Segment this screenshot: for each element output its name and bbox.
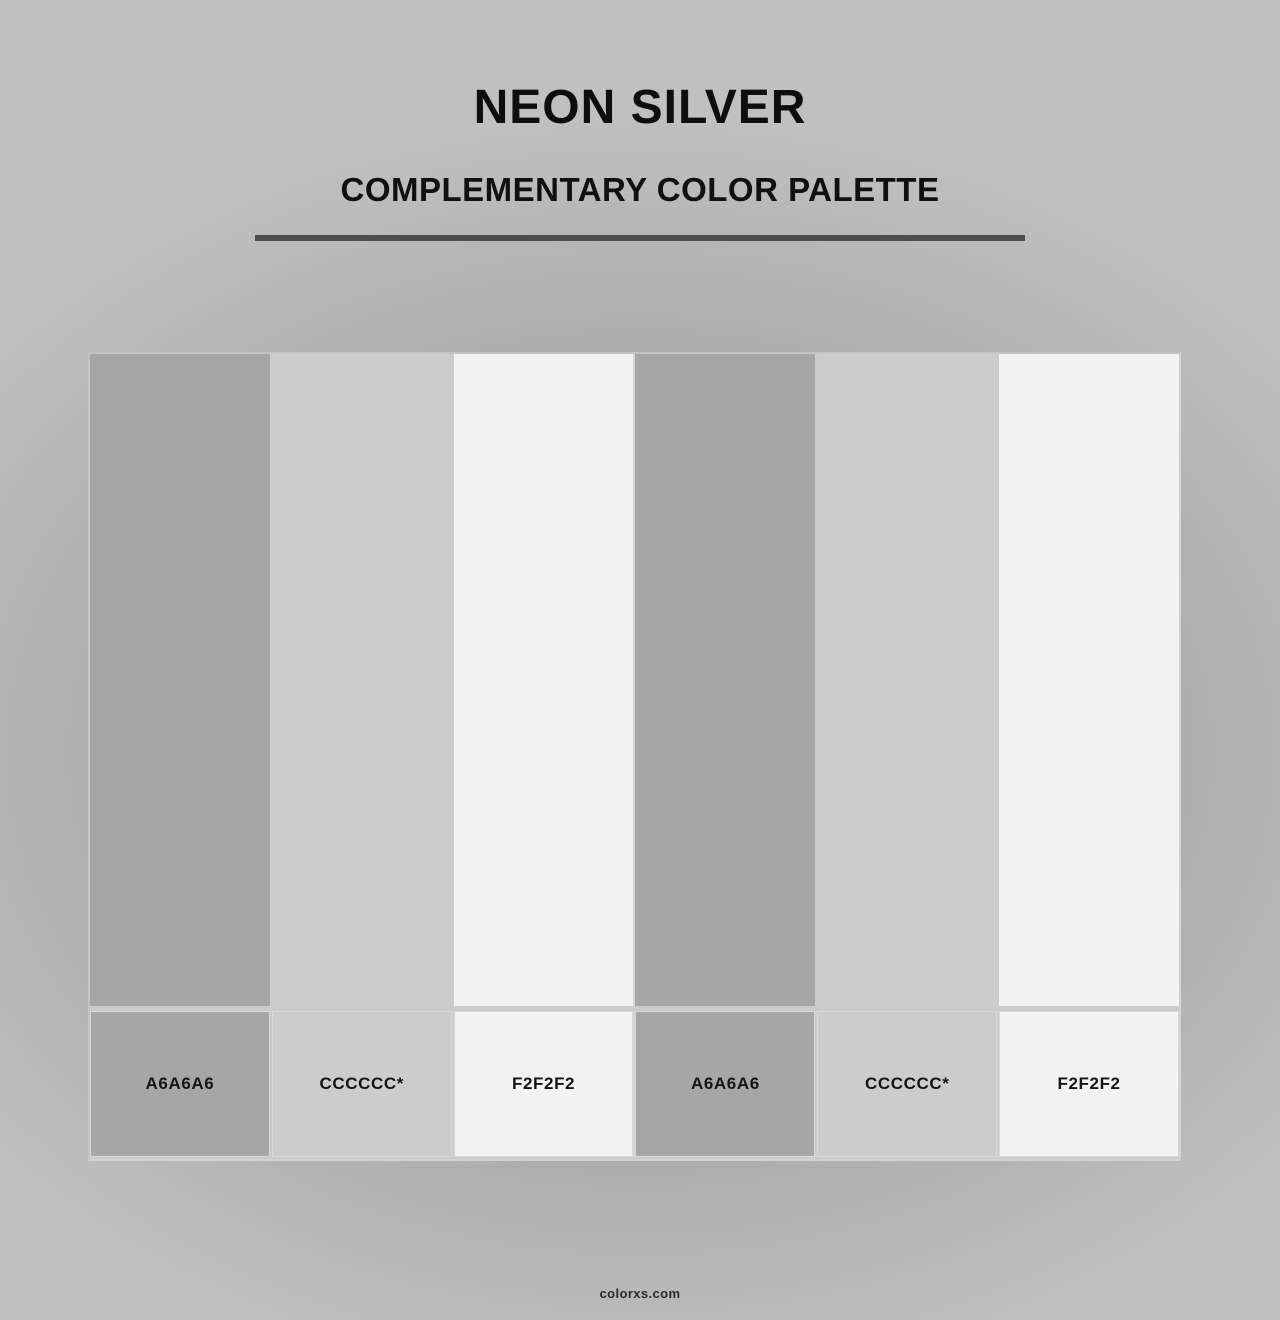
color-label-cell-5[interactable] [817, 1011, 997, 1157]
hex-code-label: A6A6A6 [691, 1074, 760, 1093]
hex-code-label: A6A6A6 [145, 1074, 215, 1093]
footer [0, 1285, 1280, 1303]
color-swatch-5[interactable] [817, 354, 997, 1006]
hex-code-label: CCCCCC* [319, 1074, 404, 1093]
color-swatch-6[interactable] [999, 354, 1179, 1006]
hex-code-label: CCCCCC* [865, 1074, 950, 1093]
color-label-cell-1[interactable] [90, 1011, 270, 1157]
color-swatch-4[interactable] [635, 354, 815, 1006]
color-label-cell-3[interactable] [454, 1011, 634, 1157]
color-label-cell-6[interactable] [999, 1011, 1179, 1157]
color-palette-grid [88, 352, 1181, 1161]
color-swatch-1[interactable] [90, 354, 270, 1006]
site-credit: colorxs.com [599, 1286, 681, 1301]
color-label-cell-4[interactable] [635, 1011, 815, 1157]
hex-code-label: F2F2F2 [1057, 1074, 1121, 1093]
palette-subtitle: COMPLEMENTARY COLOR PALETTE [340, 171, 940, 208]
palette-title: NEON SILVER [473, 81, 807, 134]
color-swatch-2[interactable] [272, 354, 452, 1006]
header [0, 0, 1280, 241]
color-swatch-3[interactable] [454, 354, 634, 1006]
color-label-cell-2[interactable] [272, 1011, 452, 1157]
hex-code-label: F2F2F2 [512, 1074, 576, 1093]
double-rule-divider [255, 235, 1025, 241]
